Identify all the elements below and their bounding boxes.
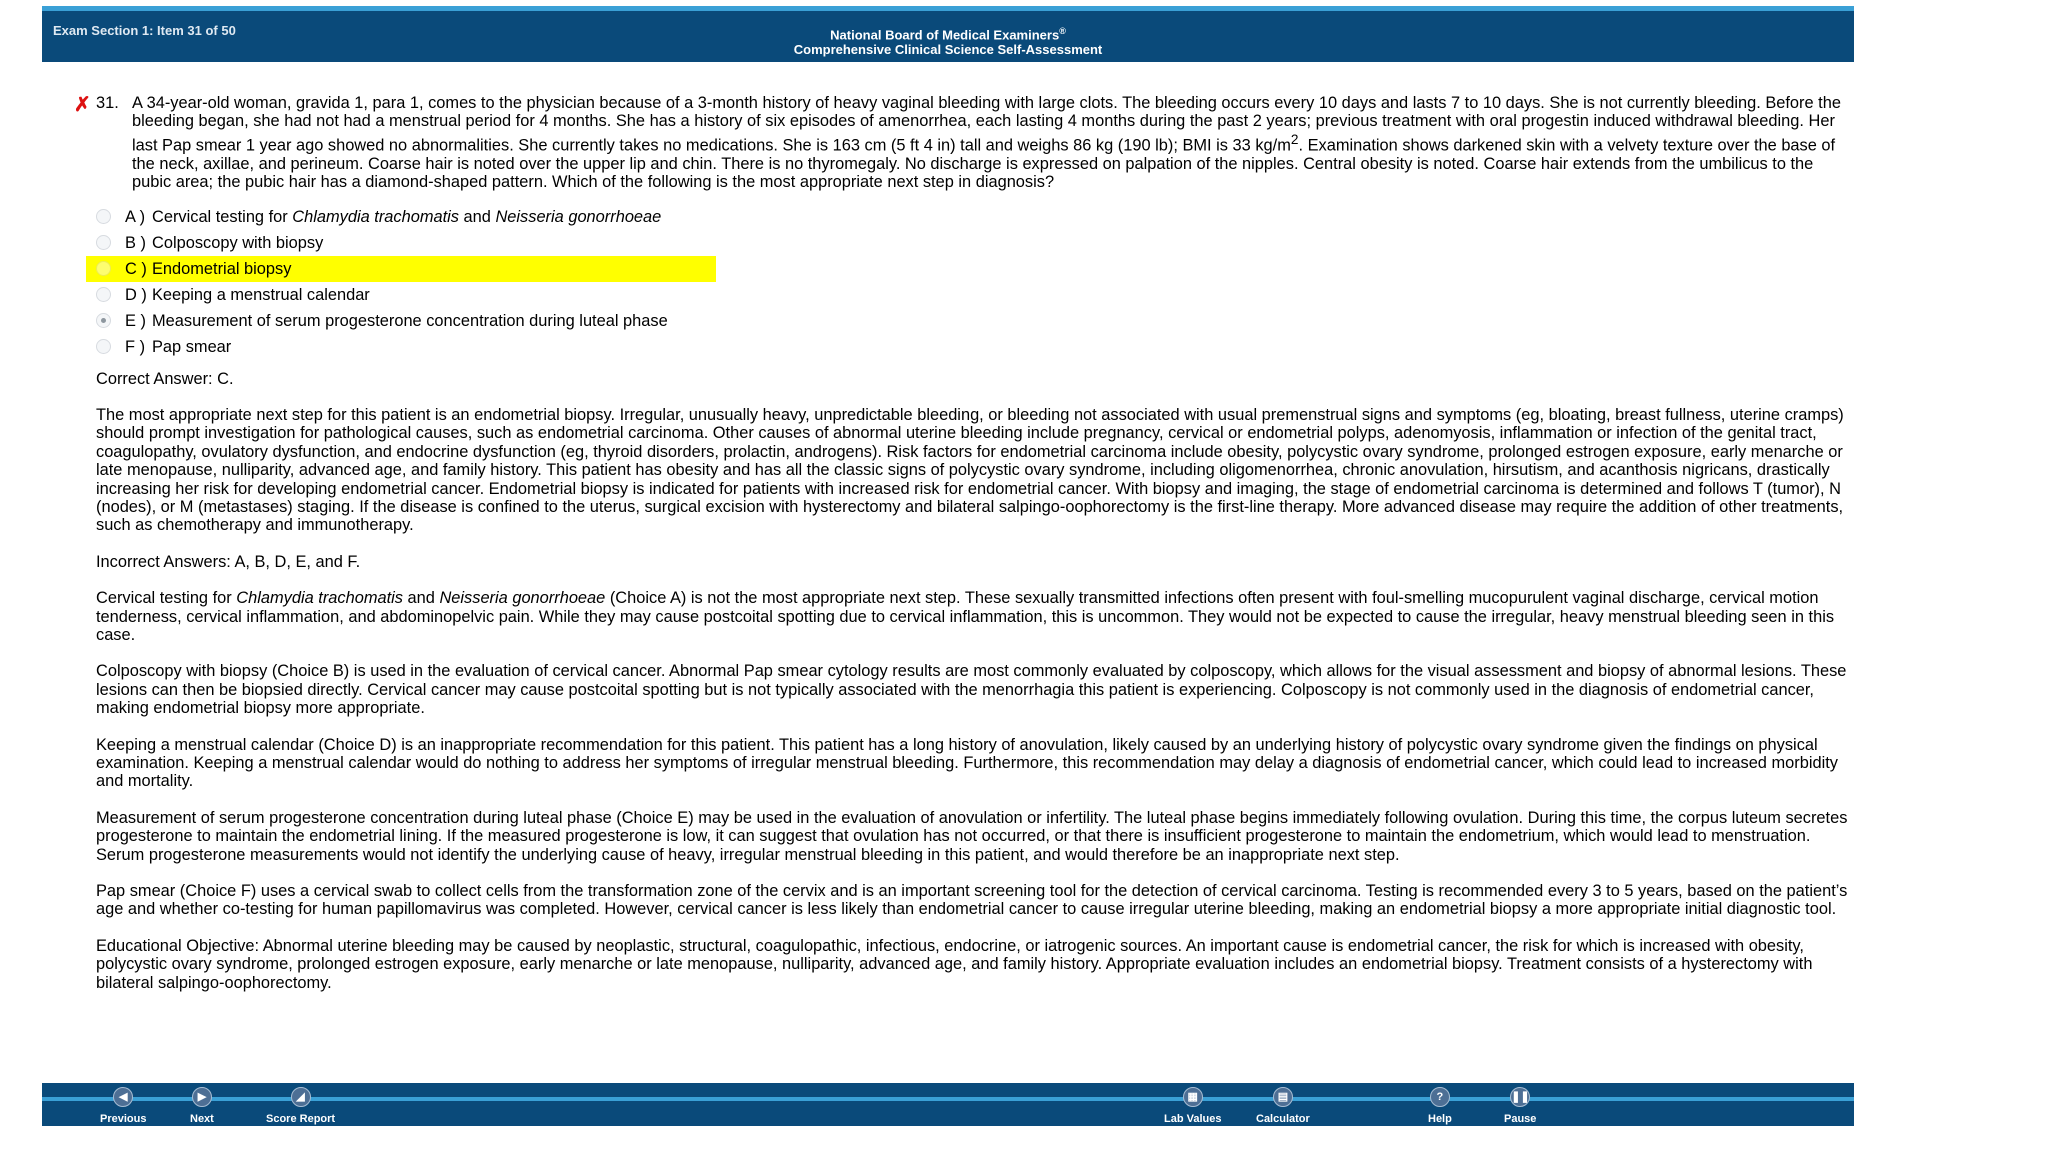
radio-c[interactable]: [96, 261, 111, 276]
explanation-choice-b: Colposcopy with biopsy (Choice B) is used in the evaluation of cervical cancer. Abnormal Pap smear cytology results are most commonly evaluated by colposcopy, which allows for the visual assessment and biopsy of abnormal lesions. These lesions can then be biopsied directly. Cervical cancer may cause postcoital spotting but is not typically associated with the menorrhagia this patient is experiencing. Colposcopy is not commonly used in the diagnosis of endometrial cancer, making endometrial biopsy more appropriate.: [96, 662, 1847, 718]
stem-superscript: 2: [1290, 131, 1299, 147]
choice-text: Pap smear: [152, 337, 232, 356]
exp-a-pre: Cervical testing for: [96, 589, 237, 608]
exp-a-post: (Choice A) is not the most appropriate next step. These sexually transmitted infections often present with foul-smelling mucopurulent vaginal discharge, cervical motion tenderness, cervical inflammation, and abdominopelvic pain. While they may cause postcoital spotting due to cervical inflammation, this is uncommon. They would not be expected to cause the irregular, heavy menstrual bleeding seen in this case.: [96, 589, 1835, 644]
radio-b[interactable]: [96, 235, 111, 250]
choice-letter: F ): [125, 337, 146, 356]
exp-a-mid: and: [402, 589, 440, 608]
score-report-button[interactable]: [266, 1087, 335, 1125]
choice-text: Endometrial biopsy: [152, 259, 292, 278]
explanation-choice-d: Keeping a menstrual calendar (Choice D) is an inappropriate recommendation for this patient. This patient has a long history of anovulation, likely caused by an underlying history of polycystic ovary syndrome given the findings on physical examination. Keeping a menstrual calendar would do nothing to address her symptoms of irregular menstrual bleeding. Furthermore, this recommendation may delay a diagnosis of endometrial cancer, which could lead to increased morbidity and mortality.: [96, 735, 1838, 791]
exam-header: [42, 6, 1854, 62]
question-stem: [96, 94, 1856, 192]
radio-e-selected[interactable]: [96, 313, 111, 328]
choice-c[interactable]: [86, 256, 716, 282]
exp-a-italic2: Neisseria gonorrhoeae: [439, 589, 606, 608]
next-button[interactable]: [190, 1087, 214, 1125]
choice-d[interactable]: [86, 282, 716, 308]
lab-values-button[interactable]: [1164, 1087, 1221, 1125]
explanation-choice-e: Measurement of serum progesterone concentration during luteal phase (Choice E) may be used in the evaluation of anovulation or infertility. The luteal phase begins immediately following ovulation. During this time, the corpus luteum secretes progesterone to maintain the endometrial lining. If the measured progesterone is low, it can suggest that ovulation has not occurred, or that there is insufficient progesterone to maintain the endometrium, which would lead to menstruation. Serum progesterone measurements would not identify the underlying cause of heavy, irregular menstrual bleeding in this patient, and would therefore be an inappropriate next step.: [96, 808, 1848, 864]
exp-a-italic1: Chlamydia trachomatis: [236, 589, 403, 608]
choice-a[interactable]: [86, 204, 716, 230]
lab-values-icon: ▦: [1183, 1087, 1203, 1107]
score-report-icon: ◢: [291, 1087, 311, 1107]
calculator-icon: ▤: [1273, 1087, 1293, 1107]
previous-label: Previous: [100, 1113, 147, 1125]
radio-f[interactable]: [96, 339, 111, 354]
pause-icon: ❚❚: [1510, 1087, 1530, 1107]
explanation-main: The most appropriate next step for this patient is an endometrial biopsy. Irregular, unusually heavy, unpredictable bleeding, or bleeding not associated with usual premenstrual signs and symptoms (eg, bloating, breast fullness, uterine cramps) should prompt investigation for pathological causes, such as endometrial carcinoma. Other causes of abnormal uterine bleeding include pregnancy, cervical or endometrial polyps, adenomyosis, inflammation or infection of the genital tract, coagulopathy, ovulatory dysfunction, and endocrine dysfunction (eg, thyroid disorders, prolactin, androgens). Risk factors for endometrial carcinoma include obesity, polycystic ovary syndrome, prolonged estrogen exposure, early menarche or late menopause, nulliparity, advanced age, and family history. This patient has obesity and has all the classic signs of polycystic ovary syndrome, including oligomenorrhea, chronic anovulation, hirsutism, and acanthosis nigricans, drastically increasing her risk for developing endometrial cancer. Endometrial biopsy is indicated for patients with increased risk for endometrial cancer. With biopsy and imaging, the stage of endometrial carcinoma is determined and follows T (tumor), N (nodes), or M (metastases) staging. If the disease is confined to the uterus, surgical excision with hysterectomy and bilateral salpingo-oophorectomy is the first-line therapy. More advanced disease may require the addition of other treatments, such as chemotherapy and immunotherapy.: [96, 405, 1844, 535]
explanation-choice-f: Pap smear (Choice F) uses a cervical swab to collect cells from the transformation zone of the cervix and is an important screening tool for the detection of cervical carcinoma. Testing is recommended every 3 to 5 years, based on the patient’s age and whether co-testing for human papillomavirus was completed. However, cervical cancer is less likely than endometrial cancer to cause irregular uterine bleeding, making an endometrial biopsy a more appropriate initial diagnostic tool.: [96, 882, 1848, 919]
previous-icon: ◀: [113, 1087, 133, 1107]
choice-a-italic1: Chlamydia trachomatis: [292, 207, 459, 226]
stem-part-2: . Examination shows darkened skin with a velvety texture over the base of the neck, axillae, and perineum. Coarse hair is noted over the upper lip and chin. There is no thyromegaly. No discharge is expressed on palpation of the nipples. Central obesity is noted. Coarse hair extends from the umbilicus to the pubic area; the pubic hair has a diamond-shaped pattern. Which of the following is the most appropriate next step in diagnosis?: [132, 136, 1836, 192]
choice-text: [152, 204, 661, 230]
header-org-name: National Board of Medical Examiners: [830, 27, 1060, 43]
choice-a-italic2: Neisseria gonorrhoeae: [495, 207, 662, 226]
marked-incorrect-icon: ✗: [74, 94, 91, 116]
choice-letter: E ): [125, 311, 146, 330]
next-label: Next: [190, 1113, 214, 1125]
header-title-block: [42, 24, 1854, 57]
question-content: [96, 94, 1856, 992]
choice-letter: A ): [125, 207, 146, 226]
header-org: [42, 24, 1854, 42]
help-icon: ?: [1430, 1087, 1450, 1107]
pause-button[interactable]: [1504, 1087, 1536, 1125]
calculator-button[interactable]: [1256, 1087, 1310, 1125]
question-number: 31.: [96, 94, 119, 112]
help-button[interactable]: [1428, 1087, 1452, 1125]
navigation-footer: [42, 1083, 1854, 1126]
choice-text: Measurement of serum progesterone concentration during luteal phase: [152, 311, 668, 330]
incorrect-answers: Incorrect Answers: A, B, D, E, and F.: [96, 552, 361, 571]
registered-mark: ®: [1059, 26, 1066, 36]
choice-e[interactable]: [86, 308, 716, 334]
choice-text: Colposcopy with biopsy: [152, 233, 324, 252]
stem-part-1: A 34-year-old woman, gravida 1, para 1, comes to the physician because of a 3-month history of heavy vaginal bleeding with large clots. The bleeding occurs every 10 days and lasts 7 to 10 days. She is not currently bleeding. Before the bleeding began, she had not had a menstrual period for 4 months. She has a history of six episodes of amenorrhea, each lasting 4 months during the past 2 years; previous treatment with oral progestin induced withdrawal bleeding. Her last Pap smear 1 year ago showed no abnormalities. She currently takes no medications. She is 163 cm (5 ft 4 in) tall and weighs 86 kg (190 lb); BMI is 33 kg/m: [132, 94, 1841, 155]
score-report-label: Score Report: [266, 1113, 336, 1125]
item-info: Exam Section 1: Item 31 of 50: [53, 23, 236, 38]
choice-letter: B ): [125, 233, 146, 252]
answer-choices: [86, 204, 1856, 360]
choice-a-mid: and: [458, 207, 496, 226]
radio-d[interactable]: [96, 287, 111, 302]
choice-text: Keeping a menstrual calendar: [152, 285, 370, 304]
correct-answer: Correct Answer: C.: [96, 369, 234, 388]
help-label: Help: [1428, 1113, 1452, 1125]
next-icon: ▶: [192, 1087, 212, 1107]
pause-label: Pause: [1504, 1113, 1537, 1125]
choice-b[interactable]: [86, 230, 716, 256]
choice-letter: C ): [125, 259, 147, 278]
header-subtitle: Comprehensive Clinical Science Self-Assessment: [793, 42, 1103, 58]
question-text: [132, 94, 1856, 192]
choice-letter: D ): [125, 285, 147, 304]
calculator-label: Calculator: [1256, 1113, 1310, 1125]
educational-objective: Educational Objective: Abnormal uterine bleeding may be caused by neoplastic, structural, coagulopathic, infectious, endocrine, or iatrogenic sources. An important cause is endometrial cancer, the risk for which is increased with obesity, polycystic ovary syndrome, prolonged estrogen exposure, early menarche or late menopause, nulliparity, advanced age, and family history. Appropriate evaluation includes an endometrial biopsy. Treatment consists of a hysterectomy with bilateral salpingo-oophorectomy.: [96, 936, 1813, 992]
previous-button[interactable]: [100, 1087, 146, 1125]
choice-a-pre: Cervical testing for: [152, 207, 293, 226]
lab-values-label: Lab Values: [1164, 1113, 1222, 1125]
choice-f[interactable]: [86, 334, 716, 360]
explanation-choice-a: [96, 589, 1856, 644]
radio-a[interactable]: [96, 209, 111, 224]
